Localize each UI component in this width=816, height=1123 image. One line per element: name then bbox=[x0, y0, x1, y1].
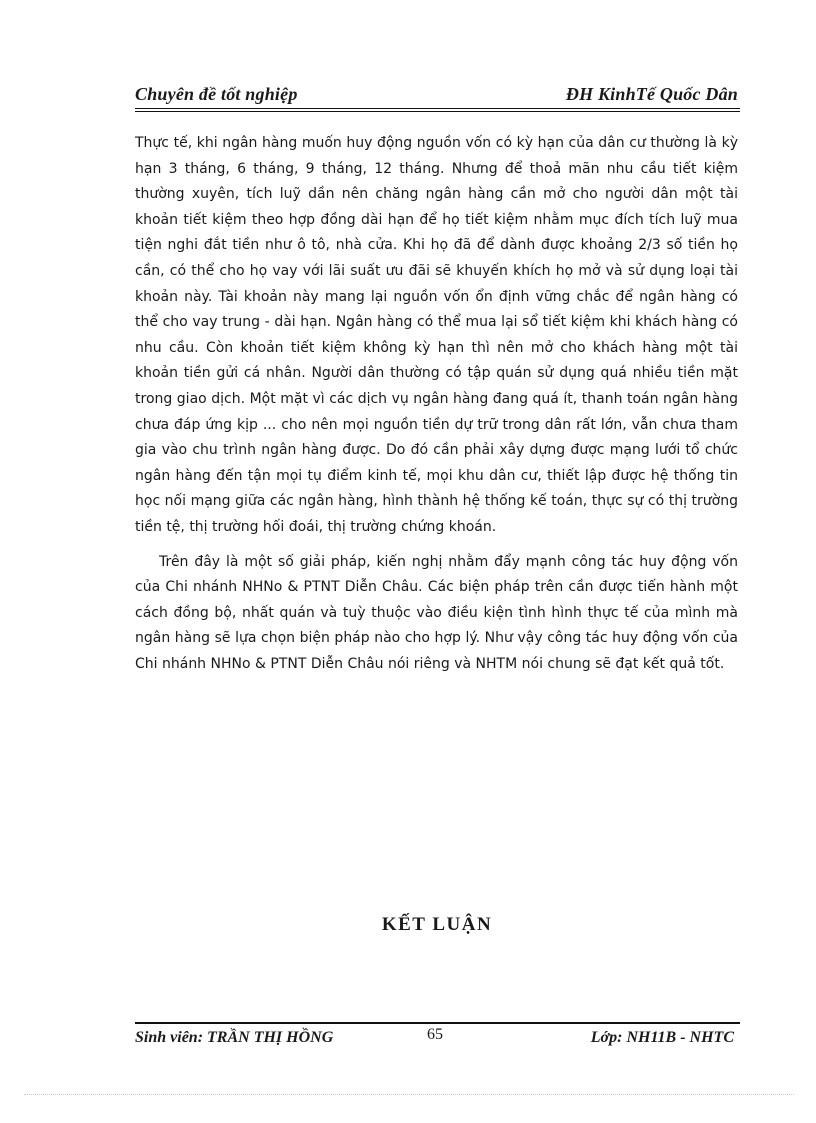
header-document-type: Chuyên đề tốt nghiệp bbox=[135, 84, 298, 104]
page-bottom-divider bbox=[24, 1094, 794, 1095]
footer-divider bbox=[135, 1022, 740, 1024]
paragraph-1: Thực tế, khi ngân hàng muốn huy động nguồn vốn có kỳ hạn của dân cư thường là kỳ hạn 3 tháng, 6 tháng, 9 tháng, 12 tháng. Nhưng để thoả mãn nhu cầu tiết kiệm thường xuyên, tích luỹ dần nên chăng ngân hàng cần mở cho người dân một tài khoản tiết kiệm theo hợp đồng dài hạn để họ tiết kiệm nhằm mục đích tích luỹ mua tiện nghi đắt tiền như ô tô, nhà cửa. Khi họ đã để dành được khoảng 2/3 số tiền họ cần, có thể cho họ vay với lãi suất ưu đãi sẽ khuyến khích họ mở và sử dụng loại tài khoản này. Tài khoản này mang lại nguồn vốn ổn định vững chắc để ngân hàng có thể cho vay trung - dài hạn. Ngân hàng có thể mua lại sổ tiết kiệm khi khách hàng có nhu cầu. Còn khoản tiết kiệm không kỳ hạn thì nên mở cho khách hàng một tài khoản tiền gửi cá nhân. Người dân thường có tập quán sử dụng quá nhiều tiền mặt trong giao dịch. Một mặt vì các dịch vụ ngân hàng đang quá ít, thanh toán ngân hàng chưa đáp ứng kịp ... cho nên mọi nguồn tiền dự trữ trong dân rất lớn, vẫn chưa tham gia vào chu trình ngân hàng được. Do đó cần phải xây dựng được mạng lưới tổ chức ngân hàng đến tận mọi tụ điểm kinh tế, mọi khu dân cư, thiết lập được hệ thống tin học nối mạng giữa các ngân hàng, hình thành hệ thống kế toán, thực sự có thị trường tiền tệ, thị trường hối đoái, thị trường chứng khoán. bbox=[135, 135, 738, 535]
footer-student: Sinh viên: TRẦN THỊ HỒNG bbox=[135, 1029, 334, 1046]
page-number: 65 bbox=[427, 1026, 443, 1043]
header-university: ĐH KinhTế Quốc Dân bbox=[565, 84, 738, 104]
body-text bbox=[135, 131, 738, 677]
section-title-conclusion: KẾT LUẬN bbox=[381, 914, 493, 935]
page-header bbox=[135, 82, 740, 112]
footer-class: Lớp: NH11B - NHTC bbox=[590, 1029, 734, 1046]
paragraph-2: Trên đây là một số giải pháp, kiến nghị nhằm đẩy mạnh công tác huy động vốn của Chi nhánh NHNo & PTNT Diễn Châu. Các biện pháp trên cần được tiến hành một cách đồng bộ, nhất quán và tuỳ thuộc vào điều kiện tình hình thực tế của mình mà ngân hàng sẽ lựa chọn biện pháp nào cho hợp lý. Như vậy công tác huy động vốn của Chi nhánh NHNo & PTNT Diễn Châu nói riêng và NHTM nói chung sẽ đạt kết quả tốt. bbox=[135, 553, 738, 672]
